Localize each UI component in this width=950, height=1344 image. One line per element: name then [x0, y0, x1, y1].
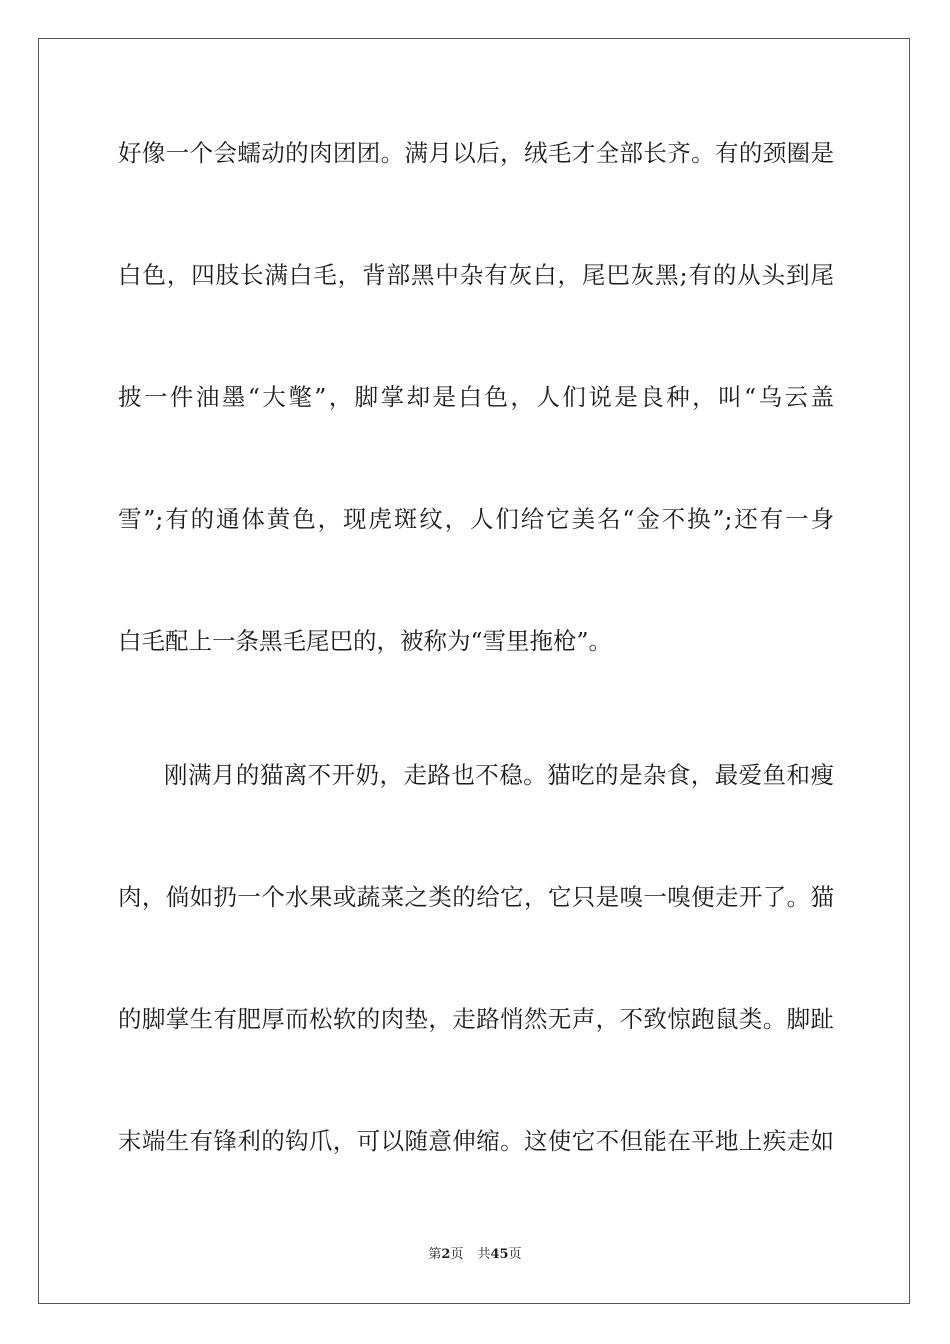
text-line: 刚满月的猫离不开奶，走路也不稳。猫吃的是杂食，最爱鱼和瘦 [164, 761, 834, 789]
total-suffix: 页 [508, 1247, 522, 1262]
text-line: 好像一个会蠕动的肉团团。满月以后，绒毛才全部长齐。有的颈圈是 [118, 139, 834, 167]
text-line: 末端生有锋利的钩爪，可以随意伸缩。这使它不但能在平地上疾走如 [118, 1127, 834, 1155]
text-line: 披一件油墨“大氅”，脚掌却是白色，人们说是良种，叫“乌云盖 [118, 383, 834, 411]
page-footer [0, 1246, 950, 1264]
page-suffix: 页 [450, 1247, 464, 1262]
page-border [38, 38, 910, 1304]
page-number: 2 [441, 1247, 451, 1262]
text-line: 白色，四肢长满白毛，背部黑中杂有灰白，尾巴灰黑;有的从头到尾 [118, 261, 834, 289]
text-line: 肉，倘如扔一个水果或蔬菜之类的给它，它只是嗅一嗅便走开了。猫 [118, 883, 834, 911]
page-prefix: 第 [428, 1247, 442, 1262]
total-prefix: 共 [477, 1247, 491, 1262]
text-line: 的脚掌生有肥厚而松软的肉垫，走路悄然无声，不致惊跑鼠类。脚趾 [118, 1005, 834, 1033]
text-line: 白毛配上一条黑毛尾巴的，被称为“雪里拖枪”。 [118, 627, 613, 655]
text-line: 雪”;有的通体黄色，现虎斑纹，人们给它美名“金不换”;还有一身 [118, 505, 834, 533]
total-pages: 45 [490, 1247, 509, 1262]
